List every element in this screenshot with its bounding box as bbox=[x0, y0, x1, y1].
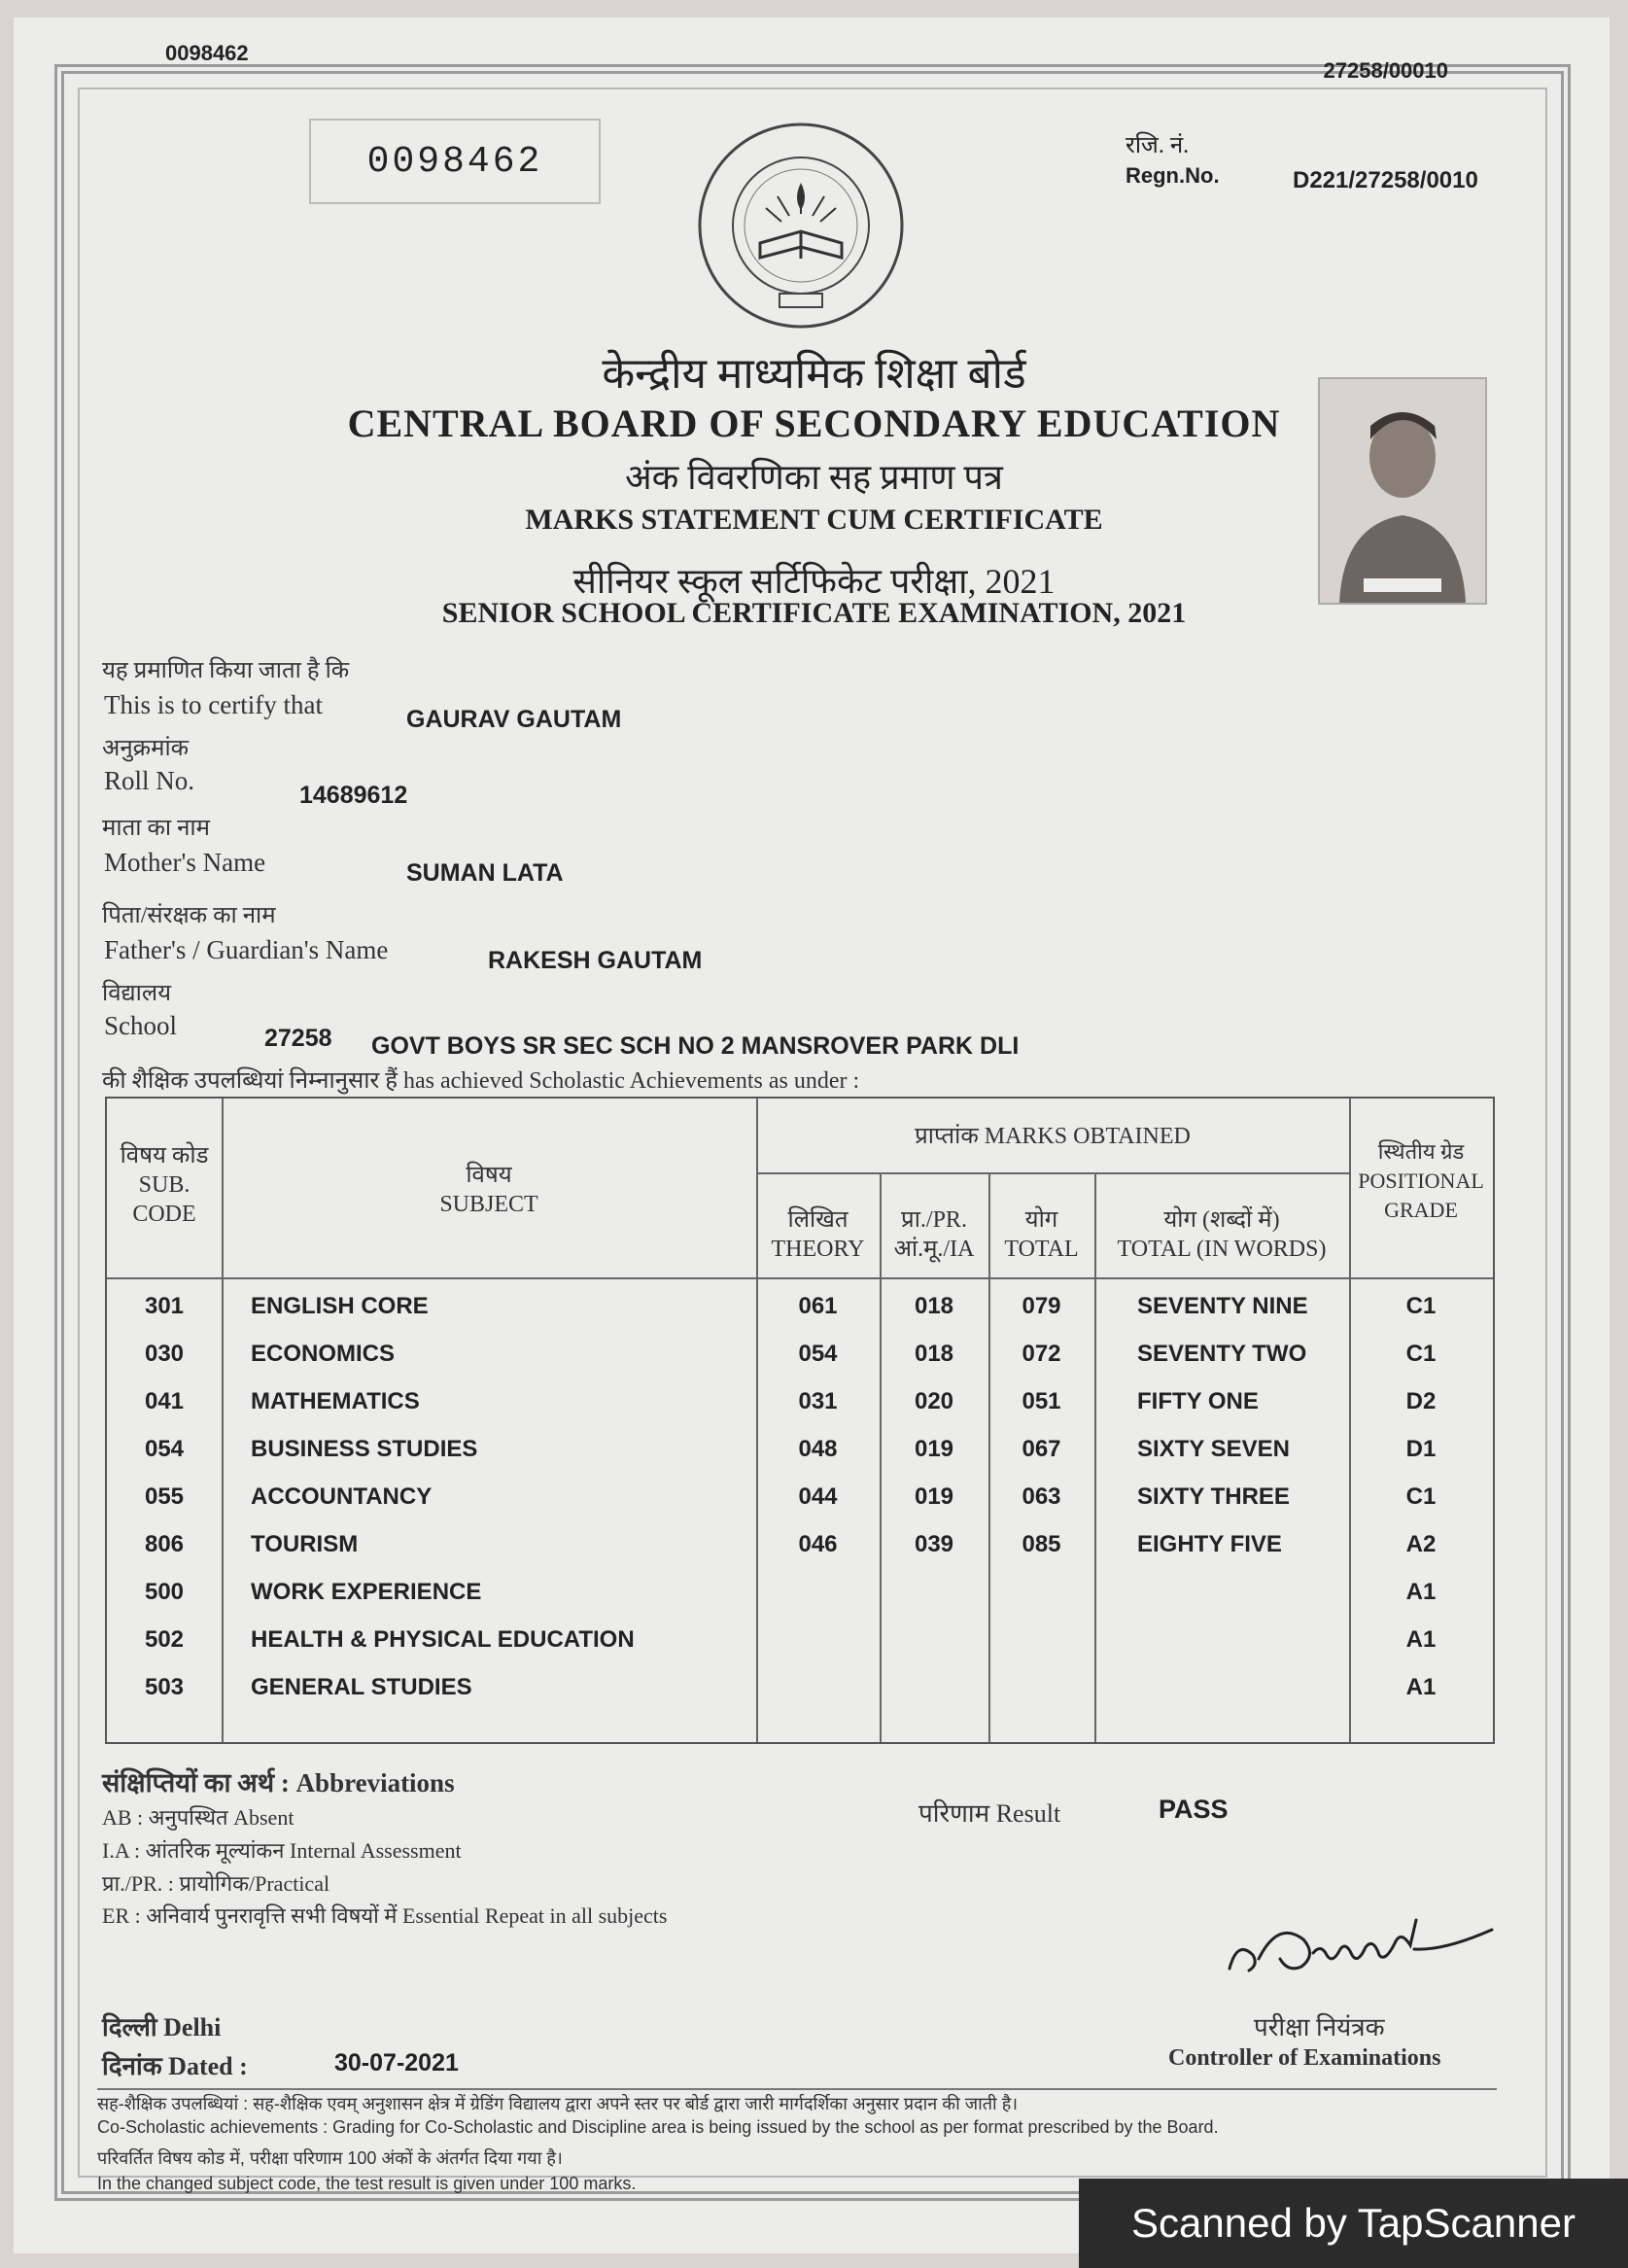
top-reference-code: 27258/00010 bbox=[1323, 58, 1448, 83]
father-label: Father's / Guardian's Name bbox=[104, 935, 389, 964]
header-theory: लिखित THEORY bbox=[771, 1207, 865, 1262]
exam-title-hindi: सीनियर स्कूल सर्टिफिकेट परीक्षा, 2021 bbox=[572, 562, 1056, 601]
school-label-hindi: विद्यालय bbox=[102, 981, 172, 1006]
abbr-internal-assessment: I.A : आंतरिक मूल्यांकन Internal Assessment bbox=[102, 1838, 462, 1863]
subject-code: 502 bbox=[144, 1626, 185, 1653]
top-serial-number: 0098462 bbox=[165, 41, 249, 65]
abbr-practical: प्रा./PR. : प्रायोगिक/Practical bbox=[102, 1871, 330, 1896]
theory-marks: 044 bbox=[798, 1483, 838, 1510]
theory-marks: 048 bbox=[798, 1436, 838, 1462]
positional-grade: A1 bbox=[1405, 1579, 1437, 1605]
father-label-hindi: पिता/संरक्षक का नाम bbox=[102, 903, 276, 928]
subject-name: HEALTH & PHYSICAL EDUCATION bbox=[251, 1626, 635, 1653]
total-in-words: SIXTY SEVEN bbox=[1137, 1436, 1290, 1462]
certify-label-hindi: यह प्रमाणित किया जाता है कि bbox=[102, 658, 350, 683]
positional-grade: C1 bbox=[1405, 1341, 1437, 1367]
person-photo-icon bbox=[1320, 379, 1485, 603]
subject-name: ENGLISH CORE bbox=[251, 1293, 429, 1319]
header-practical: प्रा./PR. आं.मू./IA bbox=[893, 1207, 975, 1262]
footnote-line-3: परिवर्तित विषय कोड में, परीक्षा परिणाम 100 अंकों के अंतर्गत दिया गया है। bbox=[97, 2148, 563, 2168]
roll-label: Roll No. bbox=[104, 766, 195, 795]
result-label: परिणाम Result bbox=[918, 1799, 1061, 1828]
theory-marks: 054 bbox=[798, 1341, 838, 1367]
header-total: योग TOTAL bbox=[1004, 1207, 1079, 1262]
subject-code: 806 bbox=[144, 1531, 185, 1557]
mother-label-hindi: माता का नाम bbox=[102, 816, 210, 841]
practical-marks: 039 bbox=[914, 1531, 954, 1557]
certify-label: This is to certify that bbox=[104, 690, 323, 719]
subject-name: WORK EXPERIENCE bbox=[251, 1579, 482, 1605]
practical-marks: 019 bbox=[914, 1436, 954, 1462]
mother-label: Mother's Name bbox=[104, 848, 266, 877]
result-value: PASS bbox=[1159, 1795, 1229, 1824]
roll-number: 14689612 bbox=[299, 782, 408, 809]
abbr-absent: AB : अनुपस्थित Absent bbox=[102, 1805, 294, 1830]
school-label: School bbox=[104, 1011, 178, 1040]
subject-name: ECONOMICS bbox=[251, 1341, 396, 1367]
total-in-words: EIGHTY FIVE bbox=[1137, 1531, 1282, 1557]
header-total-words: योग (शब्दों में) TOTAL (IN WORDS) bbox=[1117, 1207, 1327, 1262]
place: दिल्ली Delhi bbox=[102, 2013, 222, 2041]
positional-grade: A1 bbox=[1405, 1626, 1437, 1653]
subject-code: 503 bbox=[144, 1674, 185, 1700]
positional-grade: D1 bbox=[1405, 1436, 1437, 1462]
practical-marks: 018 bbox=[914, 1341, 954, 1367]
board-title: CENTRAL BOARD OF SECONDARY EDUCATION bbox=[347, 401, 1281, 445]
controller-signature bbox=[1220, 1901, 1502, 1998]
mother-name: SUMAN LATA bbox=[406, 859, 564, 887]
header-subject-code: विषय कोड SUB. CODE bbox=[120, 1143, 209, 1227]
subject-name: TOURISM bbox=[251, 1531, 359, 1557]
abbreviations-title: संक्षिप्तियों का अर्थ : Abbreviations bbox=[102, 1768, 455, 1797]
total-marks: 063 bbox=[1022, 1483, 1061, 1510]
total-in-words: FIFTY ONE bbox=[1137, 1388, 1259, 1414]
father-name: RAKESH GAUTAM bbox=[488, 947, 703, 974]
subject-name: BUSINESS STUDIES bbox=[251, 1436, 478, 1462]
regn-number: D221/27258/0010 bbox=[1293, 167, 1478, 193]
total-in-words: SIXTY THREE bbox=[1137, 1483, 1290, 1510]
serial-number-box: 0098462 bbox=[309, 119, 601, 204]
board-title-hindi: केन्द्रीय माध्यमिक शिक्षा बोर्ड bbox=[602, 350, 1026, 398]
achievements-intro: की शैक्षिक उपलब्धियां निम्नानुसार हैं has achieved Scholastic Achievements as under : bbox=[102, 1068, 860, 1094]
candidate-name: GAURAV GAUTAM bbox=[406, 706, 622, 733]
subject-name: MATHEMATICS bbox=[251, 1388, 420, 1414]
dated-label: दिनांक Dated : bbox=[102, 2052, 248, 2080]
issue-date: 30-07-2021 bbox=[334, 2049, 459, 2076]
positional-grade: C1 bbox=[1405, 1483, 1437, 1510]
subject-code: 500 bbox=[144, 1579, 185, 1605]
subject-code: 054 bbox=[144, 1436, 185, 1462]
practical-marks: 020 bbox=[914, 1388, 954, 1414]
total-marks: 072 bbox=[1022, 1341, 1061, 1367]
total-marks: 051 bbox=[1022, 1388, 1061, 1414]
regn-label-hindi: रजि. नं. bbox=[1126, 133, 1190, 158]
total-in-words: SEVENTY TWO bbox=[1137, 1341, 1307, 1367]
controller-title: Controller of Examinations bbox=[1168, 2045, 1441, 2071]
theory-marks: 031 bbox=[798, 1388, 838, 1414]
footnote-line-2: Co-Scholastic achievements : Grading for Co-Scholastic and Discipline area is being issued by the school as per format prescribed by the Board. bbox=[97, 2117, 1219, 2137]
footnote-line-1: सह-शैक्षिक उपलब्धियां : सह-शैक्षिक एवम् अनुशासन क्षेत्र में ग्रेडिंग विद्यालय द्वारा अपने स्तर पर बोर्ड द्वारा जारी मार्गदर्शिका अनुसार प्रदान की जाती है। bbox=[97, 2094, 1019, 2113]
positional-grade: A2 bbox=[1405, 1531, 1437, 1557]
subject-code: 301 bbox=[144, 1293, 185, 1319]
footnote-line-4: In the changed subject code, the test result is given under 100 marks. bbox=[97, 2174, 637, 2193]
document-title-hindi: अंक विवरणिका सह प्रमाण पत्र bbox=[625, 458, 1003, 497]
cbse-emblem-icon bbox=[692, 117, 910, 334]
candidate-photo bbox=[1318, 377, 1487, 605]
document-title: MARKS STATEMENT CUM CERTIFICATE bbox=[525, 504, 1103, 536]
total-marks: 085 bbox=[1022, 1531, 1061, 1557]
practical-marks: 019 bbox=[914, 1483, 954, 1510]
total-marks: 079 bbox=[1022, 1293, 1061, 1319]
school-name: GOVT BOYS SR SEC SCH NO 2 MANSROVER PARK DLI bbox=[371, 1032, 1020, 1060]
header-subject: विषय SUBJECT bbox=[439, 1163, 538, 1217]
theory-marks: 061 bbox=[798, 1293, 838, 1319]
abbr-essential-repeat: ER : अनिवार्य पुनरावृत्ति सभी विषयों में Essential Repeat in all subjects bbox=[102, 1903, 668, 1928]
positional-grade: D2 bbox=[1405, 1388, 1437, 1414]
subject-name: GENERAL STUDIES bbox=[251, 1674, 472, 1700]
header-marks-obtained: प्राप्तांक MARKS OBTAINED bbox=[915, 1124, 1191, 1149]
positional-grade: A1 bbox=[1405, 1674, 1437, 1700]
school-code: 27258 bbox=[264, 1025, 332, 1052]
total-in-words: SEVENTY NINE bbox=[1137, 1293, 1308, 1319]
positional-grade: C1 bbox=[1405, 1293, 1437, 1319]
marks-table bbox=[105, 1097, 1495, 1744]
total-marks: 067 bbox=[1022, 1436, 1061, 1462]
footnote-divider bbox=[97, 2088, 1497, 2090]
scanner-watermark: Scanned by TapScanner bbox=[1079, 2179, 1628, 2268]
practical-marks: 018 bbox=[914, 1293, 954, 1319]
header-positional-grade: स्थितीय ग्रेड POSITIONAL GRADE bbox=[1358, 1139, 1484, 1222]
subject-code: 041 bbox=[144, 1388, 185, 1414]
subject-code: 030 bbox=[144, 1341, 185, 1367]
exam-title: SENIOR SCHOOL CERTIFICATE EXAMINATION, 2021 bbox=[441, 597, 1187, 629]
subject-name: ACCOUNTANCY bbox=[251, 1483, 433, 1510]
subject-code: 055 bbox=[144, 1483, 185, 1510]
theory-marks: 046 bbox=[798, 1531, 838, 1557]
controller-title-hindi: परीक्षा नियंत्रक bbox=[1254, 2013, 1385, 2041]
roll-label-hindi: अनुक्रमांक bbox=[102, 736, 190, 761]
regn-label: Regn.No. bbox=[1126, 163, 1220, 188]
